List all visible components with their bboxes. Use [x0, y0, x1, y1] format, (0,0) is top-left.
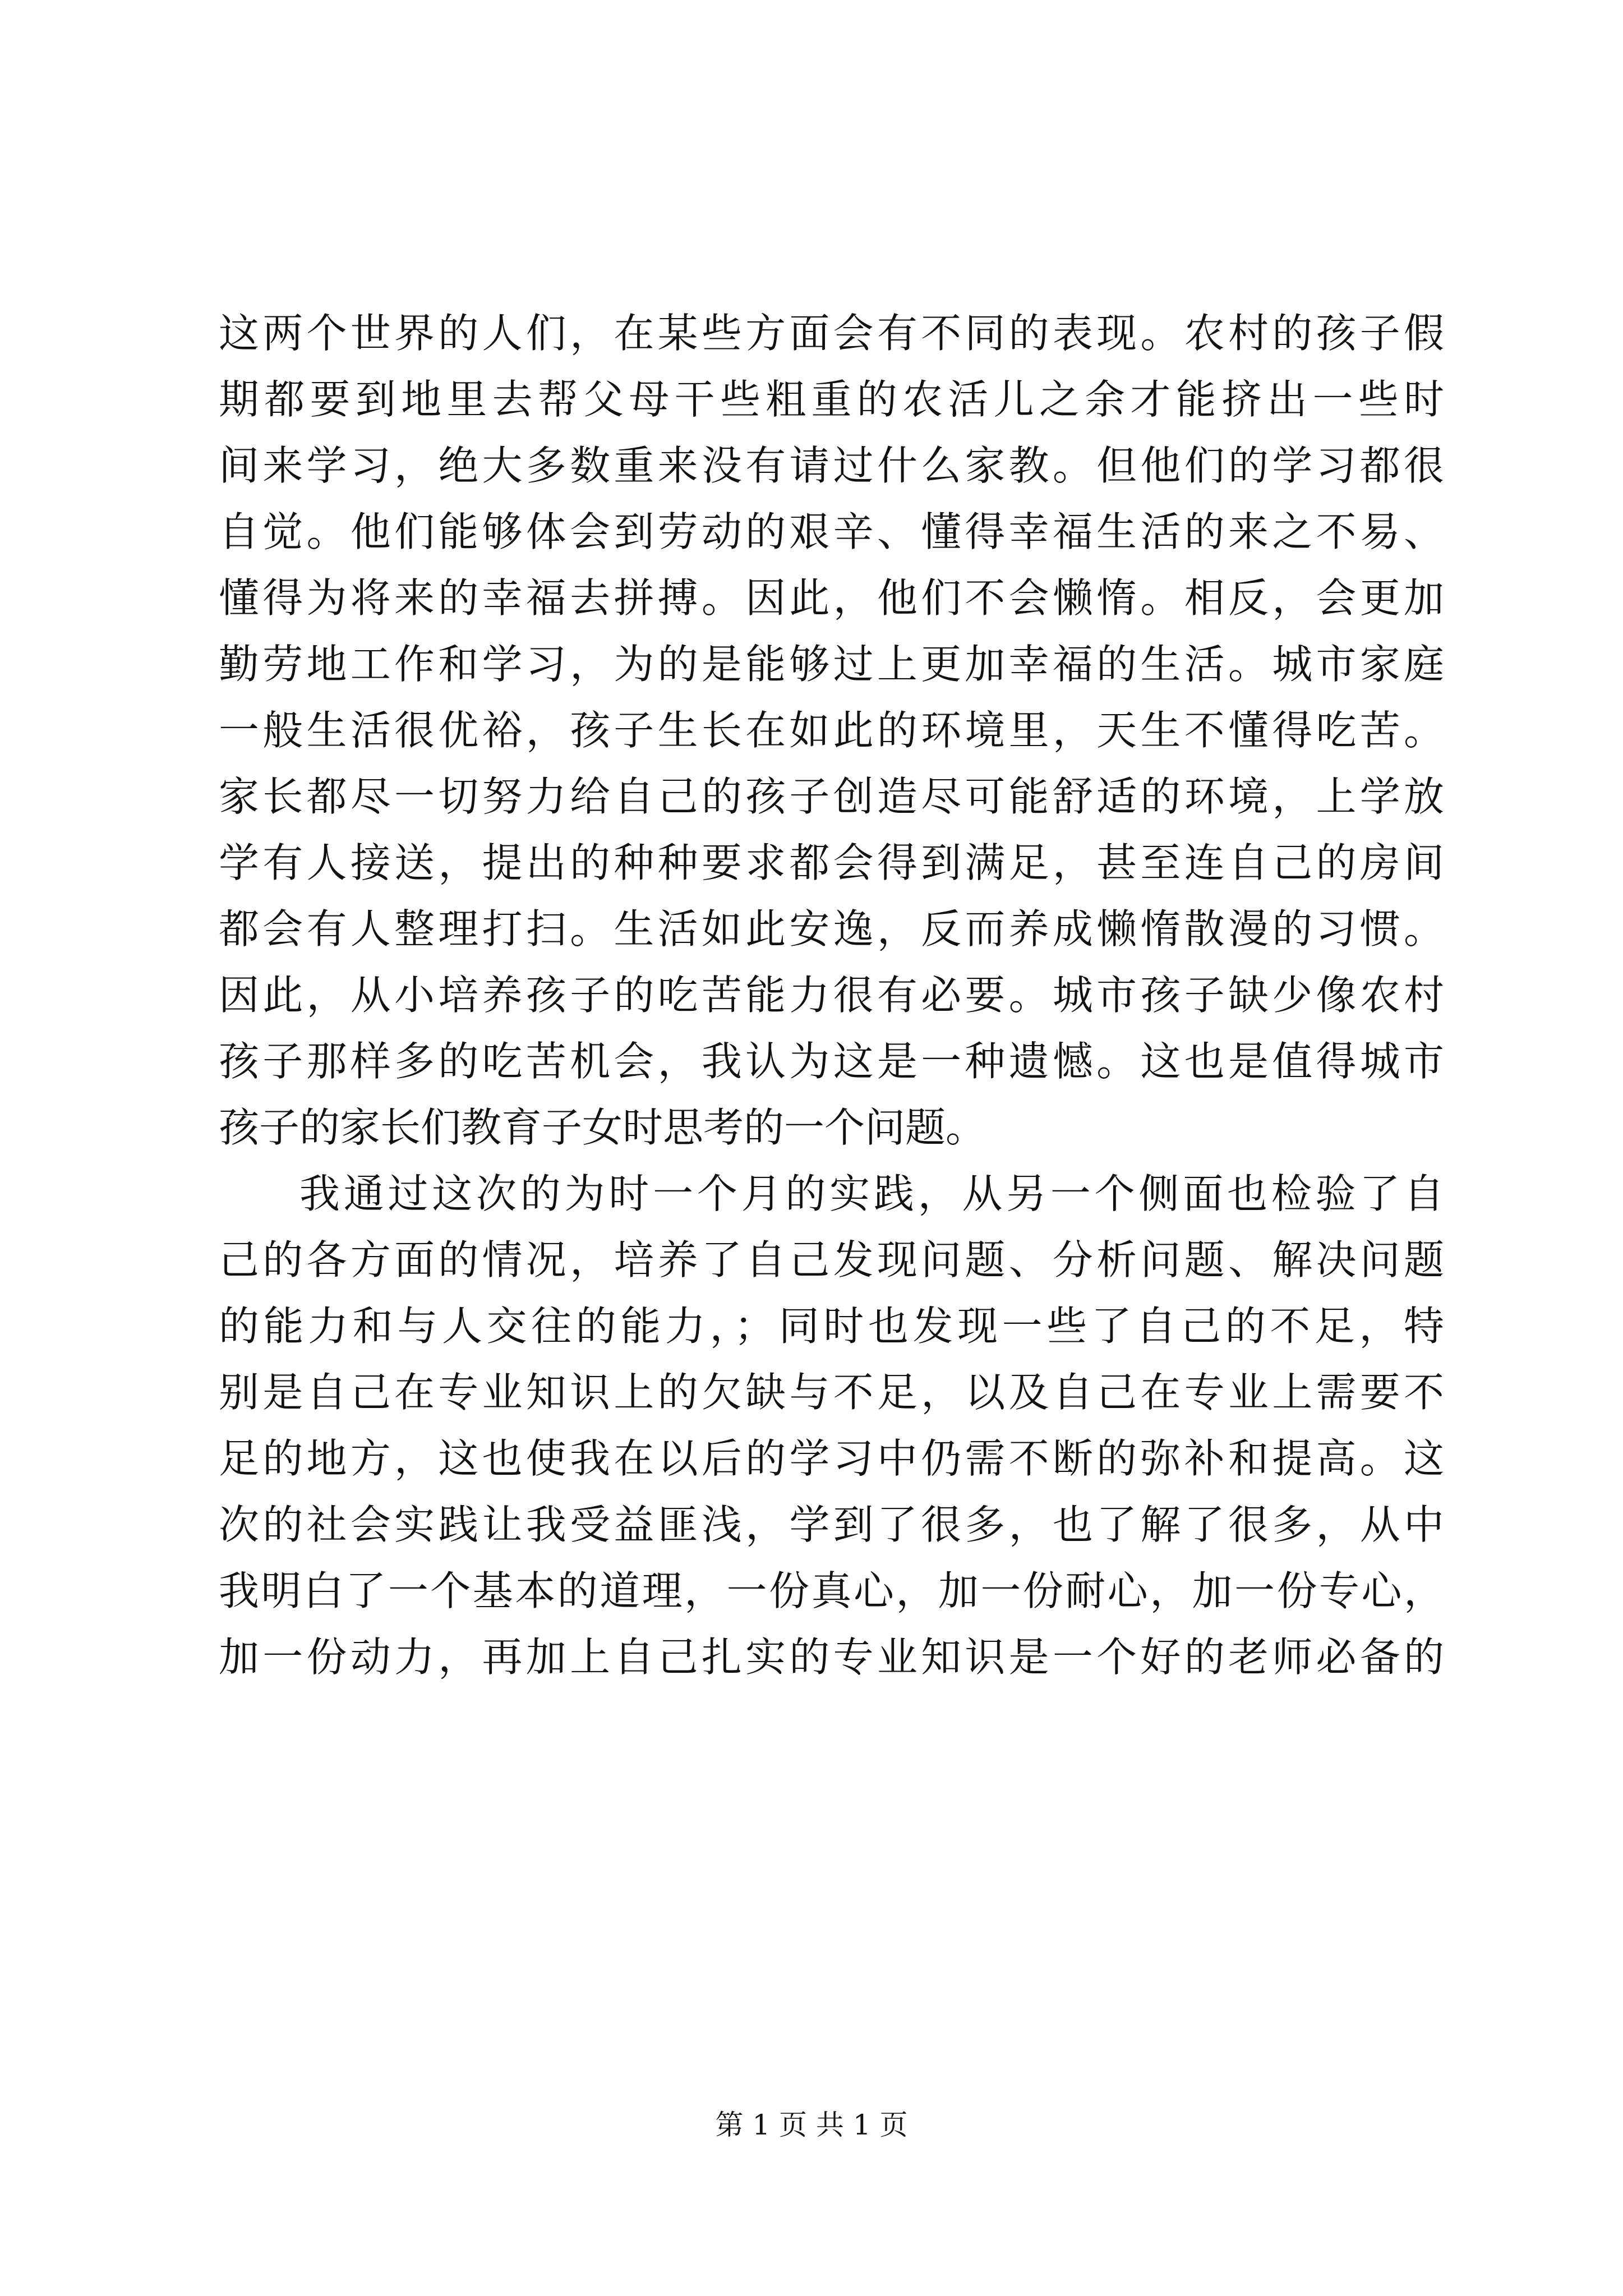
text-line: 学有人接送，提出的种种要求都会得到满足，甚至连自己的房间 — [219, 839, 1444, 886]
text-line: 都会有人整理打扫。生活如此安逸，反而养成懒惰散漫的习惯。 — [219, 905, 1444, 953]
text-line: 一般生活很优裕，孩子生长在如此的环境里，天生不懂得吃苦。 — [219, 707, 1444, 754]
text-line: 懂得为将来的幸福去拼搏。因此，他们不会懒惰。相反，会更加 — [219, 574, 1444, 622]
text-line: 间来学习，绝大多数重来没有请过什么家教。但他们的学习都很 — [219, 442, 1444, 489]
text-line: 次的社会实践让我受益匪浅，学到了很多，也了解了很多，从中 — [219, 1501, 1444, 1548]
text-line: 这两个世界的人们，在某些方面会有不同的表现。农村的孩子假 — [219, 310, 1444, 357]
page-footer — [0, 2108, 1623, 2142]
text-line: 勤劳地工作和学习，为的是能够过上更加幸福的生活。城市家庭 — [219, 641, 1444, 688]
document-body — [219, 300, 1444, 1690]
text-line: 期都要到地里去帮父母干些粗重的农活儿之余才能挤出一些时 — [219, 376, 1444, 423]
page-number-label: 第 1 页 共 1 页 — [715, 2109, 908, 2141]
paragraph-2 — [219, 1161, 1444, 1690]
text-line: 己的各方面的情况，培养了自己发现问题、分析问题、解决问题 — [219, 1236, 1444, 1283]
text-line: 我通过这次的为时一个月的实践，从另一个侧面也检验了自 — [299, 1170, 1444, 1217]
text-line: 家长都尽一切努力给自己的孩子创造尽可能舒适的环境，上学放 — [219, 773, 1444, 820]
text-line: 的能力和与人交往的能力，；同时也发现一些了自己的不足，特 — [219, 1303, 1444, 1350]
text-line: 别是自己在专业知识上的欠缺与不足，以及自己在专业上需要不 — [219, 1369, 1444, 1416]
text-line: 加一份动力，再加上自己扎实的专业知识是一个好的老师必备的 — [219, 1634, 1444, 1681]
text-line: 因此，从小培养孩子的吃苦能力很有必要。城市孩子缺少像农村 — [219, 972, 1444, 1019]
text-line: 足的地方，这也使我在以后的学习中仍需不断的弥补和提高。这 — [219, 1435, 1444, 1482]
text-line: 孩子的家长们教育子女时思考的一个问题。 — [219, 1104, 986, 1151]
text-line: 孩子那样多的吃苦机会，我认为这是一种遗憾。这也是值得城市 — [219, 1038, 1444, 1085]
text-line: 我明白了一个基本的道理，一份真心，加一份耐心，加一份专心， — [219, 1567, 1444, 1614]
text-line: 自觉。他们能够体会到劳动的艰辛、懂得幸福生活的来之不易、 — [219, 508, 1444, 555]
paragraph-1 — [219, 300, 1444, 1161]
